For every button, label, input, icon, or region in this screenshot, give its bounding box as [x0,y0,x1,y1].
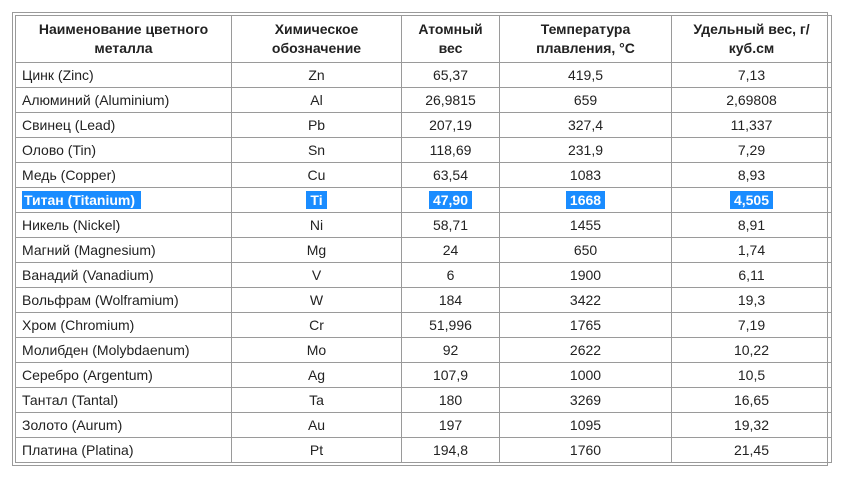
table-row[interactable] [16,113,832,138]
cell-melting-point-text: 1760 [569,442,602,458]
cell-atomic-weight [402,288,500,313]
cell-melting-point-text: 659 [573,92,598,108]
cell-chemical-symbol-text: Mg [306,242,327,258]
cell-atomic-weight-text: 92 [442,342,459,358]
cell-chemical-symbol [232,88,402,113]
cell-chemical-symbol [232,238,402,263]
table-row[interactable] [16,338,832,363]
cell-metal-name-text: Свинец (Lead) [22,117,116,133]
cell-density-text: 16,65 [733,392,770,408]
cell-chemical-symbol-text: V [311,267,322,283]
table-row[interactable] [16,188,832,213]
cell-chemical-symbol-text: W [309,292,324,308]
cell-metal-name [16,138,232,163]
cell-metal-name-text: Цинк (Zinc) [22,67,94,83]
cell-melting-point-text: 650 [573,242,598,258]
cell-density [672,363,832,388]
cell-melting-point-text: 2622 [569,342,602,358]
cell-metal-name-text: Алюминий (Aluminium) [22,92,170,108]
cell-melting-point [500,388,672,413]
cell-metal-name [16,63,232,88]
cell-chemical-symbol-text: Sn [307,142,326,158]
cell-atomic-weight-text: 180 [438,392,463,408]
cell-atomic-weight-text: 207,19 [429,117,472,133]
header-chemical-symbol: Химическое обозначение [232,16,402,63]
cell-chemical-symbol [232,213,402,238]
cell-atomic-weight [402,363,500,388]
cell-metal-name [16,113,232,138]
cell-melting-point [500,363,672,388]
header-metal-name: Наименование цветного металла [16,16,232,63]
cell-chemical-symbol [232,338,402,363]
cell-chemical-symbol [232,163,402,188]
cell-metal-name-text: Хром (Chromium) [22,317,135,333]
cell-metal-name-text: Медь (Copper) [22,167,116,183]
cell-atomic-weight [402,438,500,463]
cell-density [672,63,832,88]
cell-atomic-weight-text: 47,90 [429,191,472,209]
cell-melting-point-text: 1900 [569,267,602,283]
cell-atomic-weight-text: 118,69 [429,142,472,158]
cell-metal-name-text: Олово (Tin) [22,142,97,158]
cell-melting-point [500,238,672,263]
cell-atomic-weight [402,238,500,263]
cell-atomic-weight-text: 65,37 [432,67,469,83]
cell-atomic-weight-text: 63,54 [432,167,469,183]
cell-density-text: 8,91 [737,217,766,233]
cell-density-text: 7,19 [737,317,766,333]
cell-chemical-symbol-text: Mo [306,342,327,358]
cell-atomic-weight [402,138,500,163]
cell-density-text: 1,74 [737,242,766,258]
cell-density-text: 19,32 [733,417,770,433]
cell-chemical-symbol [232,313,402,338]
cell-atomic-weight-text: 58,71 [432,217,469,233]
cell-atomic-weight-text: 194,8 [432,442,469,458]
cell-density [672,338,832,363]
cell-chemical-symbol [232,138,402,163]
cell-metal-name-text: Молибден (Molybdaenum) [22,342,190,358]
cell-melting-point [500,188,672,213]
cell-metal-name [16,263,232,288]
cell-melting-point [500,113,672,138]
cell-chemical-symbol [232,288,402,313]
cell-atomic-weight [402,338,500,363]
table-row[interactable] [16,288,832,313]
cell-metal-name-text: Тантал (Tantal) [22,392,119,408]
cell-density [672,263,832,288]
cell-chemical-symbol [232,263,402,288]
cell-chemical-symbol-text: Zn [308,67,325,83]
cell-melting-point-text: 327,4 [567,117,604,133]
cell-density-text: 7,13 [737,67,766,83]
cell-density [672,138,832,163]
cell-metal-name [16,88,232,113]
table-row[interactable] [16,438,832,463]
cell-metal-name [16,188,232,213]
cell-chemical-symbol-text: Au [307,417,326,433]
cell-metal-name-text: Ванадий (Vanadium) [22,267,154,283]
cell-chemical-symbol-text: Al [310,92,323,108]
cell-atomic-weight [402,213,500,238]
cell-chemical-symbol [232,63,402,88]
cell-atomic-weight [402,113,500,138]
cell-chemical-symbol-text: Pb [307,117,326,133]
cell-atomic-weight [402,63,500,88]
cell-density [672,88,832,113]
cell-density [672,313,832,338]
cell-chemical-symbol-text: Ni [309,217,324,233]
cell-melting-point [500,138,672,163]
cell-atomic-weight [402,263,500,288]
table-row[interactable] [16,313,832,338]
table-row[interactable] [16,413,832,438]
cell-melting-point-text: 419,5 [567,67,604,83]
table-row[interactable] [16,163,832,188]
cell-melting-point [500,438,672,463]
cell-density [672,413,832,438]
cell-melting-point-text: 1765 [569,317,602,333]
cell-density-text: 2,69808 [726,92,777,108]
cell-density [672,388,832,413]
cell-melting-point-text: 1083 [569,167,602,183]
cell-density [672,238,832,263]
cell-chemical-symbol [232,363,402,388]
cell-atomic-weight [402,163,500,188]
header-atomic-weight: Атомный вес [402,16,500,63]
table-row[interactable] [16,213,832,238]
table-row[interactable] [16,238,832,263]
cell-density-text: 19,3 [737,292,766,308]
cell-metal-name [16,163,232,188]
cell-density-text: 8,93 [737,167,766,183]
cell-chemical-symbol-text: Cr [309,317,324,333]
cell-metal-name [16,213,232,238]
cell-melting-point [500,338,672,363]
cell-melting-point-text: 3269 [569,392,602,408]
cell-metal-name [16,238,232,263]
cell-chemical-symbol-text: Ta [309,392,324,408]
cell-metal-name-text: Титан (Titanium) [22,191,141,209]
cell-metal-name-text: Вольфрам (Wolframium) [22,292,179,308]
cell-melting-point-text: 231,9 [567,142,604,158]
cell-melting-point [500,288,672,313]
cell-density [672,113,832,138]
cell-atomic-weight-text: 107,9 [432,367,469,383]
cell-metal-name-text: Никель (Nickel) [22,217,121,233]
cell-atomic-weight [402,388,500,413]
cell-melting-point [500,63,672,88]
cell-chemical-symbol [232,413,402,438]
non-ferrous-metals-table [15,15,832,463]
cell-chemical-symbol [232,388,402,413]
table-row[interactable] [16,138,832,163]
cell-atomic-weight-text: 24 [442,242,459,258]
table-row[interactable] [16,88,832,113]
cell-melting-point-text: 1095 [569,417,602,433]
table-header-row [16,16,832,63]
cell-atomic-weight-text: 6 [446,267,455,283]
cell-density [672,288,832,313]
cell-density-text: 10,5 [737,367,766,383]
cell-melting-point-text: 1455 [569,217,602,233]
cell-metal-name [16,388,232,413]
cell-density-text: 6,11 [738,267,765,283]
cell-melting-point [500,263,672,288]
cell-density [672,438,832,463]
cell-chemical-symbol-text: Ag [307,367,326,383]
cell-metal-name-text: Магний (Magnesium) [22,242,156,258]
metals-table-container [12,12,828,466]
cell-atomic-weight-text: 197 [438,417,463,433]
table-row[interactable] [16,263,832,288]
cell-metal-name-text: Платина (Platina) [22,442,134,458]
cell-density-text: 4,505 [730,191,773,209]
cell-density-text: 10,22 [733,342,770,358]
cell-melting-point [500,313,672,338]
cell-metal-name [16,438,232,463]
cell-metal-name [16,338,232,363]
cell-atomic-weight-text: 184 [438,292,463,308]
cell-density-text: 11,337 [730,117,773,133]
cell-melting-point [500,88,672,113]
cell-melting-point-text: 1668 [566,191,605,209]
cell-metal-name [16,288,232,313]
table-row[interactable] [16,63,832,88]
table-row[interactable] [16,388,832,413]
cell-atomic-weight-text: 51,996 [429,317,472,333]
cell-atomic-weight-text: 26,9815 [425,92,476,108]
cell-density-text: 21,45 [733,442,770,458]
cell-density-text: 7,29 [737,142,766,158]
cell-metal-name [16,313,232,338]
cell-density [672,188,832,213]
cell-melting-point [500,413,672,438]
header-melting-point: Температура плавления, °С [500,16,672,63]
table-row[interactable] [16,363,832,388]
cell-metal-name [16,363,232,388]
cell-metal-name-text: Серебро (Argentum) [22,367,153,383]
cell-density [672,163,832,188]
cell-density [672,213,832,238]
cell-chemical-symbol [232,188,402,213]
cell-atomic-weight [402,88,500,113]
header-density: Удельный вес, г/куб.см [672,16,832,63]
cell-chemical-symbol-text: Cu [307,167,326,183]
cell-chemical-symbol [232,113,402,138]
cell-melting-point-text: 1000 [569,367,602,383]
cell-metal-name [16,413,232,438]
cell-melting-point [500,163,672,188]
cell-chemical-symbol-text: Ti [306,191,326,209]
cell-atomic-weight [402,313,500,338]
cell-chemical-symbol-text: Pt [309,442,324,458]
cell-chemical-symbol [232,438,402,463]
cell-melting-point-text: 3422 [569,292,602,308]
cell-melting-point [500,213,672,238]
cell-atomic-weight [402,413,500,438]
cell-atomic-weight [402,188,500,213]
cell-metal-name-text: Золото (Aurum) [22,417,123,433]
table-body [16,63,832,463]
